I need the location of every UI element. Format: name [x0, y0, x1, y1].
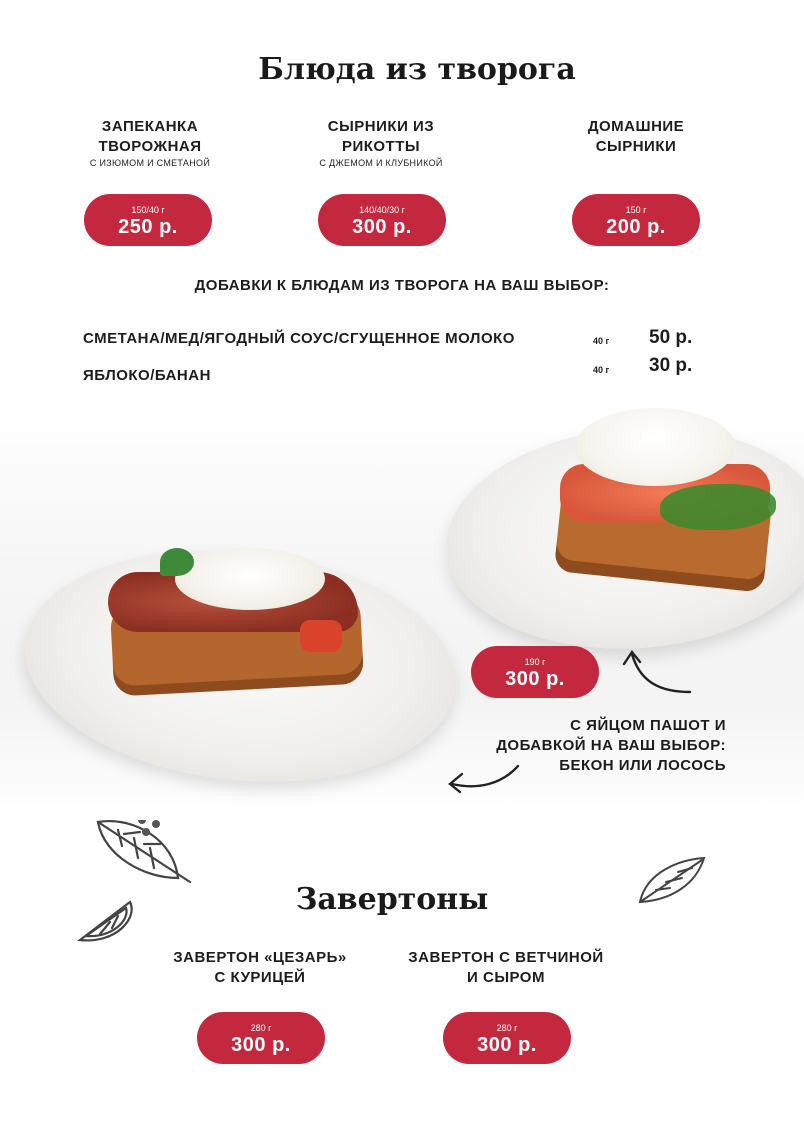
item-name: СЫРНИКИ: [595, 138, 677, 155]
menu-item-zaverton-caesar: [140, 948, 380, 988]
addon-name: СМЕТАНА/МЕД/ЯГОДНЫЙ СОУС/СГУЩЕННОЕ МОЛОКО: [83, 330, 515, 347]
addon-price: 30 р.: [649, 355, 693, 376]
addon-weight: 40 г: [593, 336, 610, 346]
item-description: С ДЖЕМОМ И КЛУБНИКОЙ: [319, 158, 443, 168]
item-description: С ИЗЮМОМ И СМЕТАНОЙ: [89, 158, 211, 168]
section-title-cottage: Блюда из творога: [258, 52, 576, 87]
price-badge: [197, 1012, 325, 1064]
weight-label: 150 г: [625, 205, 647, 215]
price-label: 300 р.: [231, 1034, 291, 1056]
weight-label: 150/40 г: [131, 205, 165, 215]
item-name: ДОМАШНИЕ: [587, 118, 685, 135]
menu-item-homemade-syrniki: [546, 117, 726, 157]
arugula: [660, 484, 776, 530]
weight-label: 190 г: [524, 657, 546, 667]
item-name: РИКОТТЫ: [341, 138, 421, 155]
menu-item-syrniki-ricotta: [291, 117, 471, 169]
item-name: ЗАВЕРТОН С ВЕТЧИНОЙ: [408, 949, 604, 966]
tomato: [300, 620, 342, 652]
addon-price: 50 р.: [649, 327, 693, 348]
price-badge: [318, 194, 446, 246]
addon-weight: 40 г: [593, 365, 610, 375]
poached-egg: [175, 548, 325, 610]
item-name: И СЫРОМ: [467, 969, 545, 986]
price-badge: [443, 1012, 571, 1064]
price-label: 300 р.: [352, 216, 412, 238]
price-label: 300 р.: [477, 1034, 537, 1056]
weight-label: 280 г: [250, 1023, 272, 1033]
price-badge: [84, 194, 212, 246]
desc-line: БЕКОН ИЛИ ЛОСОСЬ: [559, 757, 726, 774]
menu-item-zapekanka: [60, 117, 240, 169]
price-label: 300 р.: [505, 668, 565, 690]
arrow-icon: [620, 648, 694, 696]
weight-label: 140/40/30 г: [359, 205, 405, 215]
item-name: ТВОРОЖНАЯ: [98, 138, 202, 155]
weight-label: 280 г: [496, 1023, 518, 1033]
greens: [160, 548, 194, 576]
item-name: ЗАПЕКАНКА: [101, 118, 199, 135]
addon-name: ЯБЛОКО/БАНАН: [83, 367, 211, 384]
price-label: 250 р.: [118, 216, 178, 238]
price-badge: [471, 646, 599, 698]
brioche-description: [496, 716, 726, 776]
item-name: С КУРИЦЕЙ: [214, 969, 306, 986]
price-badge: [572, 194, 700, 246]
desc-line: ДОБАВКОЙ НА ВАШ ВЫБОР:: [496, 737, 726, 754]
item-name: ЗАВЕРТОН «ЦЕЗАРЬ»: [173, 949, 347, 966]
section-title-zavertony: Завертоны: [295, 882, 489, 917]
desc-line: С ЯЙЦОМ ПАШОТ И: [570, 717, 726, 734]
addons-heading: ДОБАВКИ К БЛЮДАМ ИЗ ТВОРОГА НА ВАШ ВЫБОР:: [194, 277, 610, 294]
item-name: СЫРНИКИ ИЗ: [327, 118, 435, 135]
price-label: 200 р.: [606, 216, 666, 238]
poached-egg: [575, 408, 735, 486]
menu-item-zaverton-ham: [386, 948, 626, 988]
